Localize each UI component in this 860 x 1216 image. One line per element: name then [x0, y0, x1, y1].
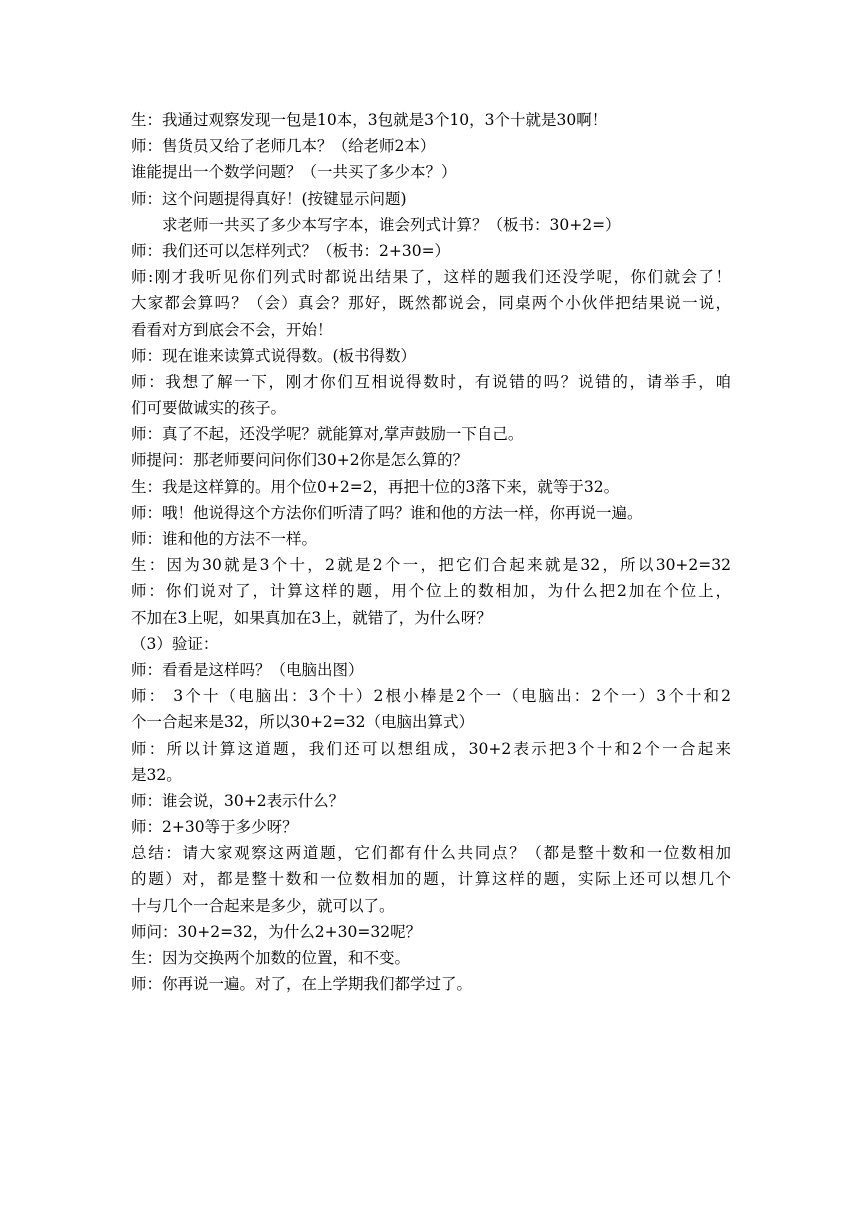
- text-line: 师提问：那老师要问问你们30+2你是怎么算的？: [131, 451, 469, 470]
- text-line: 师：我想了解一下，刚才你们互相说得数时，有说错的吗？说错的，请举手，咱: [131, 372, 731, 391]
- text-line: 大家都会算吗？（会）真会？那好，既然都说会，同桌两个小伙伴把结果说一说，: [131, 294, 731, 313]
- text-line: 师：现在谁来读算式说得数。(板书得数）: [131, 346, 417, 365]
- text-line: 求老师一共买了多少本写字本，谁会列式计算？（板书：30+2=）: [162, 215, 621, 234]
- text-line: 看看对方到底会不会，开始！: [131, 320, 333, 339]
- text-line: 师：我们还可以怎样列式？（板书：2+30=）: [131, 241, 451, 260]
- text-line: 十与几个一合起来是多少，就可以了。: [131, 896, 395, 915]
- text-line: 师：售货员又给了老师几本？（给老师2本）: [131, 137, 436, 156]
- text-line: 师：看看是这样吗？（电脑出图）: [131, 660, 364, 679]
- text-line: 是32。: [131, 765, 182, 784]
- document-body: [131, 107, 731, 997]
- text-line: 生：因为交换两个加数的位置，和不变。: [131, 949, 411, 967]
- text-line: 师：这个问题提得真好！(按键显示问题): [131, 189, 407, 208]
- text-line: 师：你再说一遍。对了，在上学期我们都学过了。: [131, 975, 473, 994]
- text-line: 总结：请大家观察这两道题，它们都有什么共同点？（都是整十数和一位数相加: [131, 844, 731, 863]
- text-line: 生：我通过观察发现一包是10本，3包就是3个10，3个十就是30啊！: [131, 111, 608, 129]
- text-line: 们可要做诚实的孩子。: [131, 399, 287, 418]
- text-line: 个一合起来是32，所以30+2=32（电脑出算式）: [131, 713, 475, 732]
- text-line: 不加在3上呢，如果真加在3上，就错了，为什么呀？: [131, 608, 492, 627]
- text-line: 师： 3个十（电脑出：3个十）2根小棒是2个一（电脑出：2个一）3个十和2: [131, 687, 731, 706]
- text-line: 师：2+30等于多少呀？: [131, 818, 298, 837]
- text-line: 师:刚才我听见你们列式时都说出结果了，这样的题我们还没学呢，你们就会了！: [131, 268, 731, 287]
- text-line: 生：我是这样算的。用个位0+2=2，再把十位的3落下来，就等于32。: [131, 477, 620, 496]
- text-line: 师：真了不起，还没学呢？就能算对,掌声鼓励一下自己。: [131, 425, 524, 444]
- text-line: 师：谁和他的方法不一样。: [131, 530, 318, 548]
- text-line: 师：哦！他说得这个方法你们听清了吗？谁和他的方法一样，你再说一遍。: [131, 503, 643, 522]
- text-line: 师问：30+2=32，为什么2+30=32呢？: [131, 922, 422, 941]
- text-line: 谁能提出一个数学问题？（一共买了多少本？）: [131, 163, 457, 182]
- text-line: 师：谁会说，30+2表示什么？: [131, 791, 345, 810]
- text-line: 师：所以计算这道题，我们还可以想组成，30+2表示把3个十和2个一合起来: [131, 739, 731, 758]
- text-line: （3）验证：: [131, 634, 219, 653]
- text-line: 生：因为30就是3个十，2就是2个一，把它们合起来就是32，所以30+2=32: [131, 556, 731, 575]
- text-line: 的题）对，都是整十数和一位数相加的题，计算这样的题，实际上还可以想几个: [131, 870, 731, 889]
- text-line: 师：你们说对了，计算这样的题，用个位上的数相加，为什么把2加在个位上，: [131, 582, 731, 601]
